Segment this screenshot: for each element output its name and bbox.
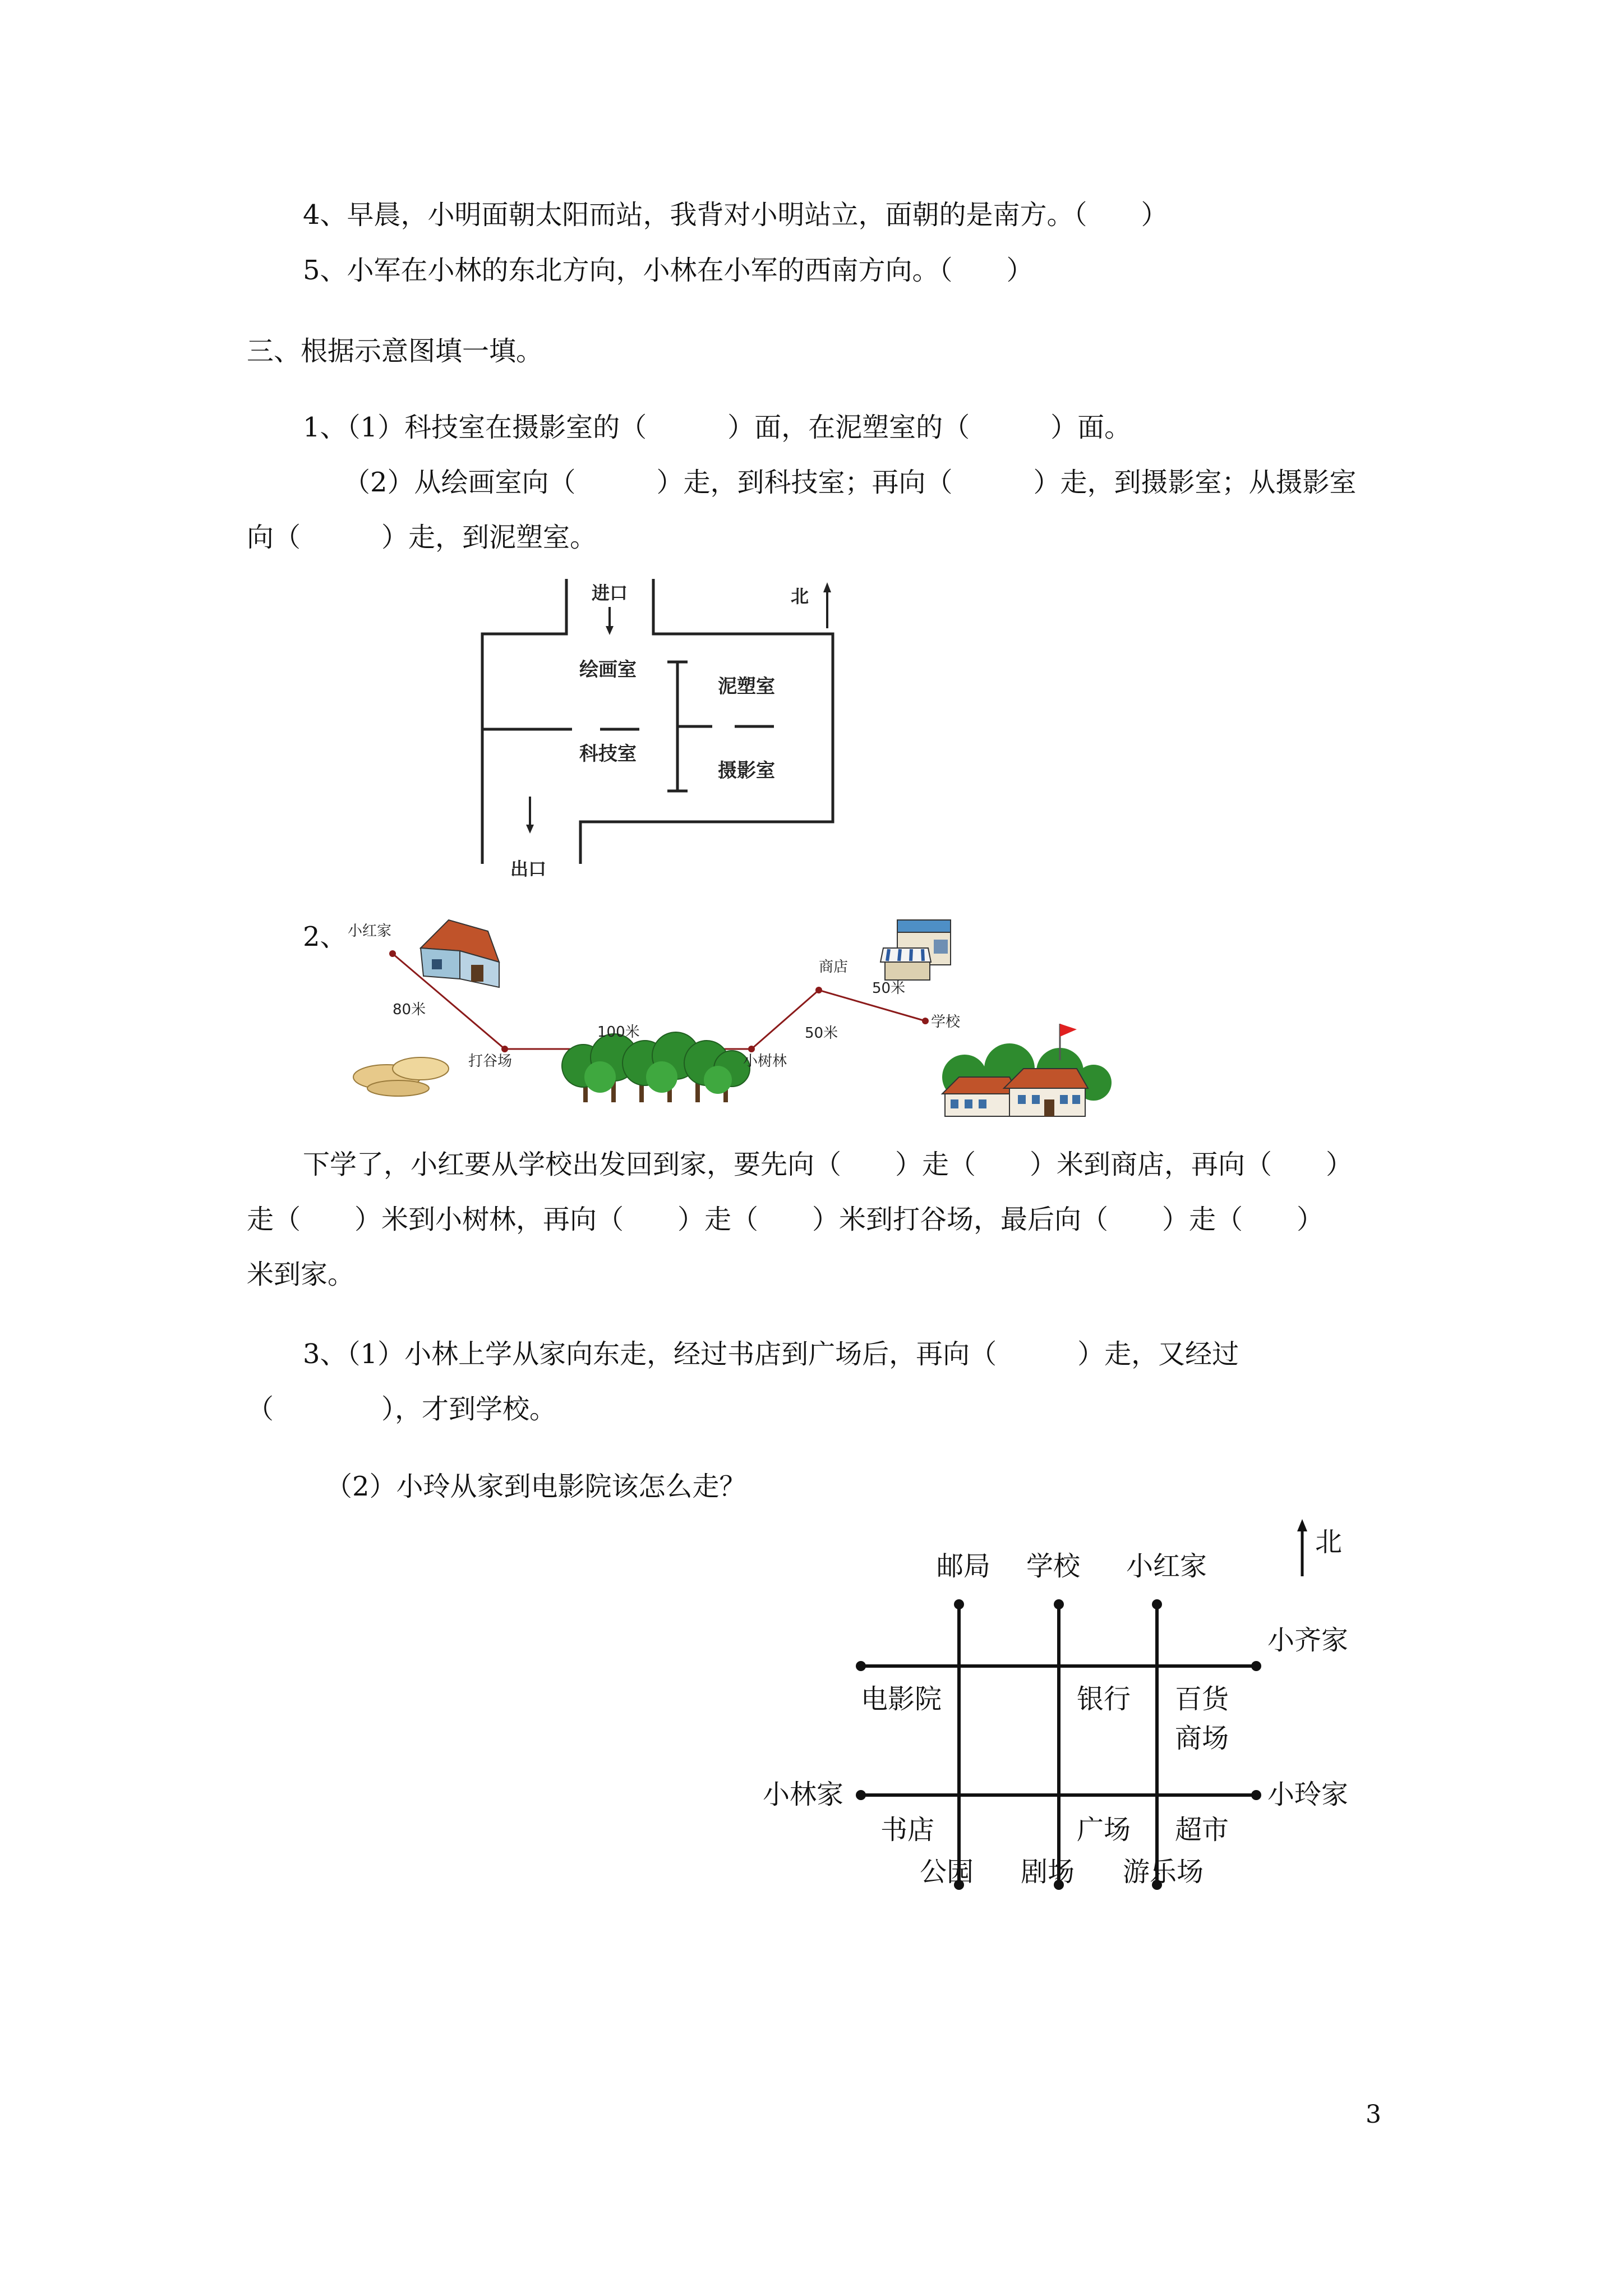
xiaohong-home-label: 小红家 (1126, 1550, 1207, 1582)
north-arrow-icon (1297, 1519, 1307, 1531)
question-3-1-part2: （2）从绘画室向（ ）走，到科技室；再向（ ）走，到摄影室；从摄影室 (343, 467, 1357, 498)
xiaolin-home-label: 小林家 (763, 1779, 844, 1810)
shop-icon (880, 920, 951, 980)
question-3-3-part1-cont: （ ），才到学校。 (247, 1393, 557, 1425)
page-number: 3 (1366, 2100, 1381, 2129)
grove-label: 小树林 (743, 1053, 787, 1070)
amusement-park-label: 游乐场 (1123, 1856, 1204, 1888)
question-3-2-line1: 下学了，小红要从学校出发回到家，要先向（ ）走（ ）米到商店，再向（ ） (303, 1149, 1353, 1180)
section-3-heading: 三、根据示意图填一填。 (247, 335, 543, 367)
question-3-2-line3: 米到家。 (247, 1259, 355, 1290)
map-north-label: 北 (1315, 1526, 1343, 1558)
threshing-label: 打谷场 (468, 1053, 513, 1070)
school-point (922, 1018, 929, 1024)
route-diagram (336, 909, 1133, 1128)
question-3-2-line2: 走（ ）米到小树林，再向（ ）走（ ）米到打谷场，最后向（ ）走（ ） (247, 1204, 1324, 1235)
distance-threshing-grove: 100米 (597, 1024, 640, 1041)
bookstore-label: 书店 (880, 1814, 935, 1846)
node-cinema-west (856, 1661, 866, 1671)
node-school (1054, 1599, 1064, 1609)
square-label: 广场 (1077, 1814, 1131, 1846)
bank-label: 银行 (1077, 1683, 1131, 1715)
cinema-label: 电影院 (861, 1683, 942, 1715)
haystack-icon (353, 1057, 449, 1096)
school-map-label: 学校 (1026, 1550, 1081, 1582)
dept-store-label-2: 商场 (1175, 1723, 1229, 1754)
supermarket-label: 超市 (1175, 1814, 1229, 1846)
clay-room-label: 泥塑室 (718, 675, 775, 698)
question-3-2-label: 2、 (303, 921, 347, 953)
home-point (389, 950, 396, 957)
tree-grove-icon (562, 1032, 750, 1102)
question-3-1-part2-cont: 向（ ）走，到泥塑室。 (247, 522, 597, 553)
node-xiaoqi (1251, 1661, 1261, 1671)
photo-room-label: 摄影室 (718, 760, 775, 782)
question-3-3-part1: 3、（1）小林上学从家向东走，经过书店到广场后，再向（ ）走，又经过 (303, 1338, 1239, 1370)
floor-plan-diagram (471, 572, 875, 886)
painting-room-label: 绘画室 (579, 659, 637, 681)
node-xiaohong (1152, 1599, 1162, 1609)
street-map-diagram (751, 1515, 1380, 1907)
park-label: 公园 (920, 1856, 974, 1888)
theater-label: 剧场 (1021, 1856, 1075, 1888)
shop-label: 商店 (819, 959, 849, 976)
dept-store-label-1: 百货 (1175, 1683, 1229, 1715)
tech-room-label: 科技室 (579, 743, 637, 765)
question-3-3-part2: （2）小玲从家到电影院该怎么走？ (325, 1471, 746, 1502)
entrance-label: 进口 (592, 582, 628, 604)
question-5: 5、小军在小林的东北方向，小林在小军的西南方向。（ ） (303, 255, 1034, 286)
node-post-office (954, 1599, 964, 1609)
question-4: 4、早晨，小明面朝太阳而站，我背对小明站立，面朝的是南方。（ ） (303, 199, 1168, 231)
distance-grove-shop: 50米 (805, 1025, 838, 1042)
node-xiaoling (1251, 1790, 1261, 1800)
school-icon (942, 1024, 1112, 1116)
exit-label: 出口 (510, 858, 547, 880)
distance-shop-school: 50米 (872, 980, 906, 997)
house-icon (421, 920, 499, 987)
question-3-1-part1: 1、（1）科技室在摄影室的（ ）面，在泥塑室的（ ）面。 (303, 412, 1132, 443)
xiaoling-home-label: 小玲家 (1267, 1779, 1349, 1810)
north-label: 北 (791, 586, 809, 607)
threshing-point (501, 1046, 508, 1052)
distance-home-threshing: 80米 (393, 1001, 426, 1018)
school-label: 学校 (931, 1014, 961, 1030)
node-xiaolin (856, 1790, 866, 1800)
post-office-label: 邮局 (937, 1550, 991, 1582)
home-label: 小红家 (348, 923, 392, 940)
xiaoqi-home-label: 小齐家 (1267, 1625, 1349, 1656)
grove-point (748, 1046, 755, 1052)
shop-point (815, 987, 822, 993)
